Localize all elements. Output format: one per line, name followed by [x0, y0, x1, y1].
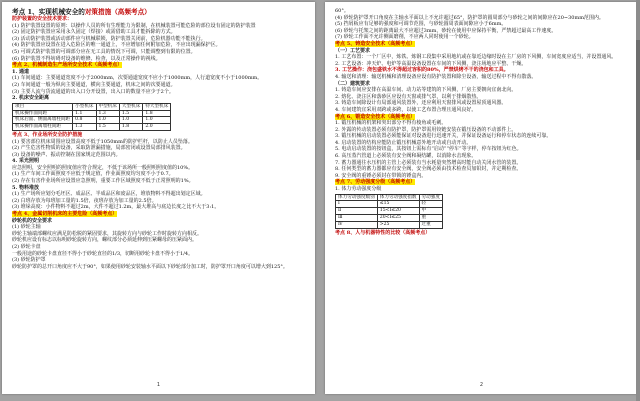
text-run: (3) 设备的噪声、振动控制在国家规定范围以内。: [12, 151, 121, 158]
page-number: 2: [479, 382, 484, 388]
text-run: (3) 砂轮防护罩: [12, 257, 46, 264]
topic-heading: [12, 211, 307, 218]
paragraph: [335, 166, 630, 173]
subheading: [12, 158, 307, 165]
text-run: 60°。: [335, 8, 349, 14]
table-cell: 特大型机床: [143, 103, 171, 110]
text-run: 砂轮机应设有标志以标明砂轮旋转方向，螺纹部分必须延伸到压紧螺母的压紧面内。: [12, 237, 198, 244]
subheading: [12, 95, 307, 102]
text-run: 2. 工艺设备：冲天炉、电炉等高温设备设置在车间的下风侧，浇注场地应平整、干燥。: [335, 60, 527, 67]
table-row: [336, 194, 443, 201]
table-cell: 机床操作面间距: [13, 110, 73, 117]
text-run: 4. 车间建筑宜采用双跨或多跨，以使工艺布置合理且通风良好。: [335, 106, 477, 113]
text-run: (2) 存在有害作业场所应设置应急照明，重要工作区域照度不低于正常照明的1%。: [12, 178, 194, 185]
table-row: [13, 103, 171, 110]
table-cell: 劳动强度: [419, 194, 442, 201]
text-run: 1. 工艺布置：一个厂区中，炼铁、炼钢工段集中采用地坑或在靠近边缘时设在主厂房的下风侧，车间宽度应适当，并设置通风。: [335, 54, 617, 61]
text-run: (2) 白班存放为每班加工量的1.5倍，夜班存放为加工量的2.5倍。: [12, 197, 157, 204]
table-cell: 0.8: [73, 117, 96, 124]
paragraph: [335, 186, 630, 193]
table-cell: 15<Ⅰ≤20: [377, 208, 419, 215]
paragraph: [12, 152, 307, 159]
paragraph: [335, 21, 630, 28]
table-cell: 轻: [419, 201, 442, 208]
table-cell: 2.0: [143, 124, 171, 131]
paragraph: [335, 107, 630, 114]
paragraph: [12, 42, 307, 49]
table-cell: 机床操作面离墙柱间距: [13, 124, 73, 131]
text-run: (6) 防护装置不得妨碍对设备的维修、检查，以及正常操作的视线。: [12, 55, 161, 62]
page-2: [325, 2, 638, 394]
text-run: (3) 活动防护装置或活动部件应与机械联锁，防护装置关闭前，危险机器功能不能执行。: [12, 35, 206, 42]
table-cell: ≤15: [377, 201, 419, 208]
text-run: 砂轮主轴端部螺纹应满足防松脱的紧固要求，其旋转方向与砂轮工作时旋转方向相反。: [12, 230, 203, 237]
paragraph: [12, 191, 307, 198]
paragraph: [335, 133, 630, 140]
table-row: [13, 110, 171, 117]
text-run: 2. 外露的传动装置必须有防护罩，防护罩需用铰链安装在锻压设备的不动部件上。: [335, 126, 517, 133]
text-run: 考点 8、人与机器特性的比较（高频考点）: [335, 229, 431, 236]
text-run: (1) 砂轮主轴: [12, 224, 41, 231]
text-run: 防护装置的安全技术要求：: [12, 16, 73, 22]
text-run: 2. 机床安全距离: [12, 95, 49, 102]
text-run: 1. 体力劳动强度分级: [335, 186, 382, 193]
page-1-content: [12, 8, 307, 270]
text-run: （二）建筑要求: [335, 80, 371, 87]
table-cell: 过重: [419, 221, 442, 228]
text-run: (6) 砂轮与托架之间的距离最大不应超过3mm，砂轮在使用中应保持平衡，严禁超过最高工作速度。: [335, 27, 557, 34]
text-run: 3. 铸造车间除设计有局部通风装置外，还应利用天窗排风或设置屋顶通风器。: [335, 100, 507, 107]
text-run: 考点 4、金属切削机床的主要危险（高频考点）: [12, 211, 118, 218]
paragraph: [12, 237, 307, 244]
table-cell: 项目: [13, 103, 73, 110]
heading-text: 考点 1、实现机械安全的: [12, 8, 85, 16]
paragraph: [335, 34, 630, 41]
text-run: (1) 防护装置设置的原则：以操作人员的所有生理能力为限制，在机械装置可能危险的部位设有固定的防护装置: [12, 22, 256, 29]
vertical-scrollbar[interactable]: [636, 0, 640, 401]
paragraph: [335, 8, 630, 15]
subheading: [12, 218, 307, 225]
text-run: (5) 可调式防护装置的可调部分应在无工具的情况下可调，只能调整到有限的位置。: [12, 48, 196, 55]
text-run: 一般用途的砂轮卡盘直径不得小于砂轮直径的1/3，切断用砂轮卡盘不得小于1/4。: [12, 250, 194, 257]
table-cell: Ⅰ: [336, 201, 378, 208]
table-cell: >25: [377, 221, 419, 228]
paragraph: [12, 49, 307, 56]
table-cell: 20<Ⅰ≤25: [377, 215, 419, 222]
text-run: (1) 要害部位机床周围应设置高度不低于1050mm的防护栏杆，以防止人员坠落。: [12, 138, 193, 145]
text-run: 应急照明，安全照明的照度值应符合规定，不低于该场所一般照明照度值的10%。: [12, 164, 194, 171]
table-row: [336, 208, 443, 215]
text-run: 考点 2、机械制造生产场所安全技术（高频考点）: [12, 62, 123, 69]
text-run: 考点 6、锻造安全技术（高频考点）: [335, 113, 416, 120]
topic-heading: [12, 62, 307, 69]
text-run: 考点 3、作业场所安全防护措施: [12, 131, 83, 138]
table-cell: 体力劳动强度级别: [336, 194, 378, 201]
text-run: 7. 蓄力器通往水压机的主管上必须装有当水耗量突然增高时能自动关闭水管的装置。: [335, 159, 522, 166]
table-row: [13, 117, 171, 124]
text-run: 6. 高压蒸汽管道上必须装有安全阀和凝结罐，以消除水击现象。: [335, 153, 477, 160]
text-run: 1. 铸造车间应安排在高温车间、动力站等建筑的下风侧，厂房主要朝向宜南北向。: [335, 87, 517, 94]
table-cell: 1.3: [73, 124, 96, 131]
text-run: (2) 产生危害性物质的设备，采取防泄漏措施，局部密闭或设置局部排风装置。: [12, 145, 186, 152]
text-run: （一）工艺要求: [335, 47, 371, 54]
paragraph: [12, 224, 307, 231]
text-run: 3. 工艺操作：浇包盛铁水不得超过容积的80%，严禁烘烤不干的浇包和工具。: [335, 67, 509, 74]
text-run: 5. 电动启动装置的按钮盒，其按钮上需标有“启动”“停车”等字样，停车按钮为红色。: [335, 146, 522, 153]
table-row: [336, 201, 443, 208]
text-run: (7) 砂轮工作面不允许侧面磨削，不应两人同时使用一个砂轮。: [335, 34, 474, 41]
page-number: 1: [156, 382, 161, 388]
page-1: [2, 2, 315, 394]
table-row: [336, 221, 443, 228]
table-cell: 1.0: [119, 117, 142, 124]
paragraph: [335, 54, 630, 61]
table-cell: Ⅱ: [336, 208, 378, 215]
table-row: [13, 124, 171, 131]
paragraph: [335, 100, 630, 107]
data-table: [12, 103, 171, 131]
paragraph: [12, 251, 307, 258]
highlight-line: [335, 230, 630, 237]
scrollbar-thumb[interactable]: [636, 40, 640, 160]
paragraph: [12, 178, 307, 185]
text-run: 砂轮机的安全要求: [12, 217, 53, 224]
table-cell: 中型机床: [96, 103, 119, 110]
page-2-content: [335, 8, 630, 236]
text-run: (4) 防护装置应设置在进入危险区的唯一通道上，不应增加任何附加危险，不应出现漏保护区。: [12, 42, 221, 49]
table-cell: 机床后面、侧面离墙柱间距: [13, 117, 73, 124]
paragraph: [12, 145, 307, 152]
table-cell: 1.5: [119, 110, 142, 117]
table-cell: 1.3: [96, 110, 119, 117]
text-run: 5. 物料堆放: [12, 184, 39, 191]
paragraph: [12, 29, 307, 36]
text-run: 2. 熔化、浇注区和落砂区应设有天窗或排气罩，以利于排烟散热。: [335, 93, 482, 100]
table-cell: Ⅲ: [336, 215, 378, 222]
table-cell: 1.1: [73, 110, 96, 117]
text-run: 9. 安全阀的重锤必须封在带锁的锤盒内。: [335, 172, 427, 179]
text-run: 3. 锻压机械的启动装置必须能保证对设备进行迅速开关，并保证设备运行和停车状态的连续可靠。: [335, 133, 552, 140]
table-cell: 1.8: [119, 124, 142, 131]
text-run: (1) 生产场所应划分毛坯区、成品区、半成品区和废品区，堆放物料不得超出划定区域。: [12, 191, 206, 198]
paragraph: [335, 153, 630, 160]
paragraph: [335, 74, 630, 81]
paragraph: [12, 264, 307, 271]
table-cell: 中: [419, 208, 442, 215]
text-run: 4. 输送和清理：输送机械和清理设备应设有防护装置和除尘设备，输送过程中不得有散落。: [335, 73, 537, 80]
highlight-line: [12, 132, 307, 139]
paragraph: [335, 120, 630, 127]
text-run: (2) 砂轮卡盘: [12, 244, 41, 250]
heading-highlight: 对策措施（高频考点）: [84, 8, 151, 16]
table-cell: 1.0: [143, 117, 171, 124]
table-cell: Ⅳ: [336, 221, 378, 228]
text-run: 砂轮防护罩的总开口角度应不大于90°，如果使用砂轮安装轴水平面以下砂轮部分加工时，防护罩开口角度可以增大到125°。: [12, 263, 288, 270]
text-run: 1. 通道: [12, 68, 29, 75]
section-heading: [12, 8, 307, 16]
text-run: 4. 启动装置的结构应能防止锻压机械意外地开动或自动开动。: [335, 139, 472, 146]
paragraph: [12, 257, 307, 264]
text-run: (1) 生产车间工作面照度不应低于规定值，作业面照度均匀度不小于0.7。: [12, 171, 174, 178]
table-cell: 体力劳动强度指数: [377, 194, 419, 201]
text-run: (2) 固定防护装置应采用永久固定（焊接）或需借助工具才能拆除的方式。: [12, 29, 176, 36]
paragraph: [12, 89, 307, 96]
table-cell: 1.0: [96, 117, 119, 124]
text-run: 8. 任何类型的蓄力器都应有安全阀，安全阀必须由技术检查员加铅封，并定期检查。: [335, 166, 522, 173]
paragraph: [12, 75, 307, 82]
paragraph: [12, 82, 307, 89]
text-run: (3) 堆垛高度：小件物料不超过2m，大件不超过1.2m，最大堆高与底边长度之比不大于3:1。: [12, 204, 220, 211]
text-run: 考点 5、铸造安全技术（高频考点）: [335, 40, 416, 47]
table-cell: 1.8: [143, 110, 171, 117]
table-cell: 大型机床: [119, 103, 142, 110]
data-table: [335, 194, 443, 229]
paragraph: [12, 244, 307, 251]
text-run: (4) 砂轮防护罩开口角度在主轴水平面以上不允许超过65°，防护罩的圆周部分与砂轮之间的间隙应在20~30mm范围内。: [335, 14, 604, 21]
table-row: [336, 215, 443, 222]
table-cell: 小型机床: [73, 103, 96, 110]
text-run: (3) 主要人流与货流通道的出入口分开设置，出入口的数量不应少于2个。: [12, 88, 174, 95]
highlight-line: [335, 67, 630, 74]
topic-heading: [335, 41, 630, 48]
text-run: (2) 车间通道一般为纵向主要通道，横向主要通道，机床之间的次要通道。: [12, 81, 176, 88]
paragraph: [335, 87, 630, 94]
text-run: (1) 车间通道：主要通道宽度不小于2000mm，次要通道宽度不应小于1000mm，人行道宽度不小于1000mm。: [12, 75, 263, 82]
text-run: 考点 7、劳动强度分级（高频考点）: [335, 179, 416, 186]
text-run: 4. 采光照明: [12, 158, 39, 165]
table-cell: 重: [419, 215, 442, 222]
text-run: 1. 锻压机械的机架和突出部分不得有棱角或毛刺。: [335, 120, 447, 127]
highlight-line: [12, 16, 307, 23]
text-run: (5) 挡屑板应有足够的强度和可调节范围，与砂轮圆周表面间隙应小于6mm。: [335, 21, 507, 28]
table-cell: 1.5: [96, 124, 119, 131]
